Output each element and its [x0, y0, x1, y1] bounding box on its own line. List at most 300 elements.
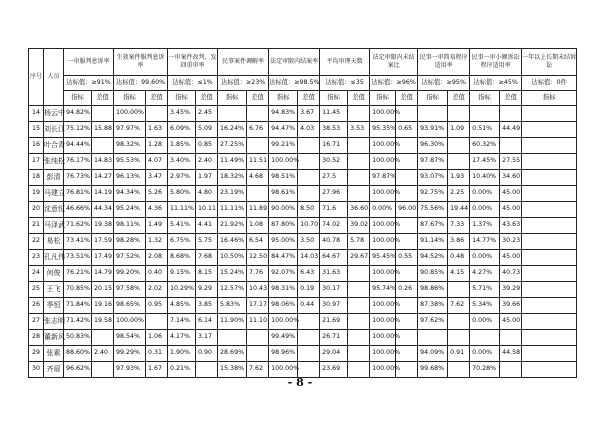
- header-row-standards: [29, 76, 577, 91]
- diff-cell: 17.17: [247, 298, 269, 314]
- diff-cell: 14.27: [92, 170, 114, 186]
- metric-cell: [522, 202, 577, 218]
- diff-cell: [348, 154, 370, 170]
- diff-cell: 11.51: [247, 154, 269, 170]
- metric-cell: 1.90%: [168, 346, 196, 362]
- diff-cell: 6.54: [247, 234, 269, 250]
- diff-cell: 8.15: [196, 266, 218, 282]
- metric-cell: [522, 170, 577, 186]
- metric-cell: 100.00%: [114, 106, 146, 122]
- diff-cell: [247, 138, 269, 154]
- metric-cell: 0.00%: [470, 250, 500, 266]
- group-header: 生效案件服判息诉率: [114, 49, 168, 76]
- standard-cell: 达标值：≥98.5%: [269, 76, 320, 91]
- metric-header: 指标: [168, 91, 196, 106]
- metric-cell: 14.77%: [470, 234, 500, 250]
- diff-cell: [247, 186, 269, 202]
- metric-cell: 87.67%: [418, 218, 448, 234]
- metric-cell: 0.00%: [470, 186, 500, 202]
- diff-cell: [247, 106, 269, 122]
- metric-cell: 97.52%: [114, 250, 146, 266]
- table-row: [29, 218, 577, 234]
- metric-cell: 94.52%: [418, 250, 448, 266]
- diff-cell: [348, 186, 370, 202]
- diff-cell: 3.85: [196, 298, 218, 314]
- person-name: 张志明: [44, 314, 64, 330]
- diff-cell: 4.36: [146, 202, 168, 218]
- diff-cell: 2.40: [196, 154, 218, 170]
- metric-cell: 97.93%: [114, 362, 146, 378]
- diff-cell: 2.25: [448, 186, 470, 202]
- diff-cell: [146, 106, 168, 122]
- diff-header: 差值: [348, 91, 370, 106]
- group-header: 一审案件改判、发回重审率: [168, 49, 218, 76]
- metric-cell: 23.19%: [218, 186, 247, 202]
- diff-cell: 3.50: [298, 234, 320, 250]
- metric-cell: 4.85%: [168, 298, 196, 314]
- table-row: [29, 106, 577, 122]
- metric-cell: 5.71%: [470, 282, 500, 298]
- seq-header: 序号: [29, 49, 44, 106]
- person-name: 董新风: [44, 330, 64, 346]
- diff-cell: [348, 106, 370, 122]
- metric-cell: 74.02: [320, 218, 348, 234]
- metric-cell: 1.85%: [168, 138, 196, 154]
- table-row: [29, 234, 577, 250]
- diff-cell: [348, 170, 370, 186]
- table-row: [29, 154, 577, 170]
- diff-cell: 0.55: [396, 250, 418, 266]
- metric-cell: 71.42%: [64, 314, 92, 330]
- diff-cell: 1.06: [146, 330, 168, 346]
- metric-cell: 6.09%: [168, 122, 196, 138]
- diff-header: 差值: [146, 91, 168, 106]
- diff-cell: 4.03: [298, 122, 320, 138]
- metric-cell: 46.66%: [64, 202, 92, 218]
- metric-cell: 99.20%: [114, 266, 146, 282]
- person-name: 彭清: [44, 170, 64, 186]
- metric-cell: 29.04: [320, 346, 348, 362]
- row-number: 17: [29, 154, 44, 170]
- diff-cell: [298, 154, 320, 170]
- diff-cell: [348, 266, 370, 282]
- diff-cell: 6.43: [298, 266, 320, 282]
- metric-cell: [418, 106, 448, 122]
- metric-cell: [522, 250, 577, 266]
- metric-header: 指标: [64, 91, 92, 106]
- metric-cell: 1.37%: [470, 218, 500, 234]
- metric-cell: 97.87%: [418, 154, 448, 170]
- diff-cell: [348, 298, 370, 314]
- metric-cell: 0.00%: [370, 202, 396, 218]
- metric-cell: 93.07%: [418, 170, 448, 186]
- metric-cell: 87.80%: [269, 218, 298, 234]
- metric-cell: [522, 298, 577, 314]
- person-name: 何俊: [44, 266, 64, 282]
- diff-cell: [348, 314, 370, 330]
- diff-cell: 0.31: [146, 346, 168, 362]
- diff-cell: 10.70: [298, 218, 320, 234]
- diff-cell: 11.10: [247, 314, 269, 330]
- person-name: 叶合青: [44, 138, 64, 154]
- metric-cell: 40.78: [320, 234, 348, 250]
- metric-cell: 0.51%: [470, 122, 500, 138]
- table-row: [29, 138, 577, 154]
- person-name: 张素: [44, 346, 64, 362]
- metric-cell: 92.75%: [418, 186, 448, 202]
- diff-cell: 2.45: [196, 106, 218, 122]
- row-number: 16: [29, 138, 44, 154]
- metric-cell: 94.44%: [64, 138, 92, 154]
- metric-cell: [522, 314, 577, 330]
- diff-cell: 19.58: [92, 314, 114, 330]
- diff-cell: 29.67: [348, 250, 370, 266]
- person-name: 易松: [44, 234, 64, 250]
- metric-cell: 10.50%: [218, 250, 247, 266]
- metric-cell: 95.45%: [370, 250, 396, 266]
- metric-cell: 95.00%: [269, 234, 298, 250]
- person-name: 沈意恒: [44, 202, 64, 218]
- diff-cell: 2.08: [146, 250, 168, 266]
- standard-cell: 达标值：≥96%: [370, 76, 418, 91]
- diff-cell: 4.41: [196, 218, 218, 234]
- table-row: [29, 298, 577, 314]
- metric-cell: 98.54%: [114, 330, 146, 346]
- diff-cell: 5.75: [196, 234, 218, 250]
- metric-cell: 94.09%: [418, 346, 448, 362]
- diff-cell: 4.07: [146, 154, 168, 170]
- person-name: 张纯松: [44, 154, 64, 170]
- person-name: 齐眉: [44, 362, 64, 378]
- table-row: [29, 330, 577, 346]
- metric-cell: 94.82%: [64, 106, 92, 122]
- metric-cell: 97.87%: [370, 170, 396, 186]
- diff-cell: [448, 138, 470, 154]
- diff-cell: [448, 330, 470, 346]
- metric-cell: 98.06%: [269, 298, 298, 314]
- group-header: 一审服判息诉率: [64, 49, 114, 76]
- diff-cell: 5.26: [146, 186, 168, 202]
- diff-cell: 7.62: [448, 298, 470, 314]
- metric-cell: 8.68%: [168, 250, 196, 266]
- metric-cell: 3.45%: [168, 106, 196, 122]
- table-row: [29, 170, 577, 186]
- metric-cell: 73.41%: [64, 234, 92, 250]
- metric-cell: 98.51%: [269, 170, 298, 186]
- person-name: 孔凡伟: [44, 250, 64, 266]
- metric-cell: 38.53: [320, 122, 348, 138]
- diff-cell: 0.95: [146, 298, 168, 314]
- metric-cell: 10.29%: [168, 282, 196, 298]
- metric-cell: 71.6: [320, 202, 348, 218]
- diff-cell: 4.80: [196, 186, 218, 202]
- diff-cell: [298, 186, 320, 202]
- diff-cell: [92, 138, 114, 154]
- metric-cell: 100.00%: [370, 330, 396, 346]
- diff-cell: 11.89: [247, 202, 269, 218]
- metric-cell: [522, 234, 577, 250]
- standard-cell: 达标值：≤35: [320, 76, 370, 91]
- header-row-groups: [29, 49, 577, 76]
- metric-cell: 60.32%: [470, 138, 500, 154]
- diff-cell: 5.78: [348, 234, 370, 250]
- metric-cell: 94.34%: [114, 186, 146, 202]
- metric-cell: 30.17: [320, 282, 348, 298]
- row-number: 18: [29, 170, 44, 186]
- metric-cell: 100.00%: [269, 154, 298, 170]
- diff-cell: 1.97: [196, 170, 218, 186]
- table-row: [29, 202, 577, 218]
- row-number: 25: [29, 282, 44, 298]
- metric-cell: 100.00%: [370, 346, 396, 362]
- metric-cell: 98.11%: [114, 218, 146, 234]
- metric-cell: [470, 106, 500, 122]
- diff-cell: 3.17: [196, 330, 218, 346]
- person-name: 马泽武: [44, 218, 64, 234]
- diff-cell: [298, 170, 320, 186]
- metric-cell: 5.41%: [168, 218, 196, 234]
- metric-cell: 76.17%: [64, 154, 92, 170]
- row-number: 22: [29, 234, 44, 250]
- metric-cell: 96.62%: [64, 362, 92, 378]
- diff-cell: 14.83: [92, 154, 114, 170]
- diff-header: 差值: [396, 91, 418, 106]
- diff-cell: 17.49: [92, 250, 114, 266]
- metric-cell: 15.38%: [218, 362, 247, 378]
- metric-cell: 98.61%: [269, 186, 298, 202]
- metric-cell: 96.13%: [114, 170, 146, 186]
- table-row: [29, 250, 577, 266]
- metric-cell: 95.74%: [370, 282, 396, 298]
- diff-cell: [348, 282, 370, 298]
- diff-cell: 34.60: [500, 170, 522, 186]
- person-name: 杨云中: [44, 106, 64, 122]
- diff-cell: 44.34: [92, 202, 114, 218]
- diff-cell: 36.60: [348, 202, 370, 218]
- metric-cell: 93.91%: [418, 122, 448, 138]
- diff-cell: 0.19: [298, 282, 320, 298]
- diff-cell: 10.11: [196, 202, 218, 218]
- table-row: [29, 314, 577, 330]
- metric-cell: 99.29%: [114, 346, 146, 362]
- metric-cell: 10.40%: [470, 170, 500, 186]
- diff-header: 差值: [247, 91, 269, 106]
- diff-cell: [92, 106, 114, 122]
- metric-cell: 97.62%: [418, 314, 448, 330]
- person-name: 刘长江: [44, 122, 64, 138]
- metric-cell: 50.83%: [64, 330, 92, 346]
- metric-cell: 90.85%: [418, 266, 448, 282]
- diff-cell: 2.02: [146, 282, 168, 298]
- metric-cell: 99.68%: [418, 362, 448, 378]
- metric-header: 指标: [269, 91, 298, 106]
- metric-header: 指标: [470, 91, 500, 106]
- metric-cell: 27.96: [320, 186, 348, 202]
- row-number: 28: [29, 330, 44, 346]
- diff-cell: 1.09: [448, 122, 470, 138]
- diff-cell: 20.15: [92, 282, 114, 298]
- metric-cell: 71.84%: [64, 298, 92, 314]
- metric-cell: 16.24%: [218, 122, 247, 138]
- metric-cell: 5.80%: [168, 186, 196, 202]
- metric-cell: [522, 346, 577, 362]
- row-number: 23: [29, 250, 44, 266]
- diff-cell: 45.00: [500, 186, 522, 202]
- row-number: 24: [29, 266, 44, 282]
- metric-cell: 0.00%: [470, 314, 500, 330]
- metric-cell: 23.69: [320, 362, 348, 378]
- metric-cell: [522, 266, 577, 282]
- header-row-metric: [29, 91, 577, 106]
- diff-cell: 0.26: [396, 282, 418, 298]
- diff-cell: [247, 346, 269, 362]
- page-number: - 8 -: [287, 376, 313, 389]
- statistics-table: [28, 48, 577, 378]
- standard-cell: 达标值：≥45%: [470, 76, 522, 91]
- metric-header: 指标: [418, 91, 448, 106]
- diff-cell: [298, 346, 320, 362]
- standard-cell: 达标值：≤1%: [168, 76, 218, 91]
- metric-cell: 95.53%: [114, 154, 146, 170]
- diff-cell: 44.58: [500, 346, 522, 362]
- diff-cell: [500, 330, 522, 346]
- diff-cell: 39.29: [500, 282, 522, 298]
- diff-cell: 45.00: [500, 250, 522, 266]
- diff-cell: 30.23: [500, 234, 522, 250]
- row-number: 15: [29, 122, 44, 138]
- diff-cell: [448, 154, 470, 170]
- person-header: 人员: [44, 49, 64, 106]
- diff-cell: 1.63: [146, 122, 168, 138]
- metric-header: 指标: [370, 91, 396, 106]
- diff-cell: 14.19: [92, 186, 114, 202]
- metric-cell: 70.28%: [470, 362, 500, 378]
- diff-cell: 4.15: [448, 266, 470, 282]
- metric-cell: 11.49%: [218, 154, 247, 170]
- metric-cell: 88.60%: [64, 346, 92, 362]
- diff-cell: 1.32: [146, 234, 168, 250]
- metric-cell: 21.92%: [218, 218, 247, 234]
- metric-cell: 75.12%: [64, 122, 92, 138]
- diff-cell: 40.73: [500, 266, 522, 282]
- metric-cell: 84.47%: [269, 250, 298, 266]
- diff-cell: 0.65: [396, 122, 418, 138]
- diff-cell: 15.88: [92, 122, 114, 138]
- metric-header: 指标: [522, 91, 577, 106]
- diff-cell: 9.29: [196, 282, 218, 298]
- metric-cell: 100.00%: [370, 362, 396, 378]
- metric-cell: 17.45%: [470, 154, 500, 170]
- metric-cell: 100.00%: [370, 314, 396, 330]
- metric-cell: 16.71: [320, 138, 348, 154]
- diff-cell: 45.00: [500, 202, 522, 218]
- metric-cell: [218, 106, 247, 122]
- metric-cell: [522, 218, 577, 234]
- person-name: 王飞: [44, 282, 64, 298]
- metric-cell: 76.81%: [64, 186, 92, 202]
- row-number: 26: [29, 298, 44, 314]
- diff-cell: [348, 346, 370, 362]
- row-number: 21: [29, 218, 44, 234]
- metric-cell: 100.00%: [269, 314, 298, 330]
- diff-cell: [448, 106, 470, 122]
- row-number: 14: [29, 106, 44, 122]
- metric-cell: [522, 154, 577, 170]
- row-number: 27: [29, 314, 44, 330]
- metric-cell: 71.62%: [64, 218, 92, 234]
- table-row: [29, 122, 577, 138]
- metric-cell: 7.14%: [168, 314, 196, 330]
- group-header: 民事一审小额诉讼程序适用率: [470, 49, 522, 76]
- diff-cell: 1.93: [448, 170, 470, 186]
- table-row: [29, 282, 577, 298]
- metric-cell: 75.56%: [418, 202, 448, 218]
- metric-cell: 27.25%: [218, 138, 247, 154]
- metric-cell: 100.00%: [370, 298, 396, 314]
- table-row: [29, 266, 577, 282]
- metric-cell: 16.46%: [218, 234, 247, 250]
- diff-cell: 27.55: [500, 154, 522, 170]
- person-name: 马建立: [44, 186, 64, 202]
- diff-cell: 7.33: [448, 218, 470, 234]
- metric-cell: [522, 330, 577, 346]
- diff-cell: [448, 282, 470, 298]
- row-number: 19: [29, 186, 44, 202]
- metric-cell: 87.38%: [418, 298, 448, 314]
- metric-cell: 11.11%: [168, 202, 196, 218]
- metric-cell: 12.57%: [218, 282, 247, 298]
- metric-cell: 3.40%: [168, 154, 196, 170]
- metric-cell: 2.97%: [168, 170, 196, 186]
- metric-cell: [522, 186, 577, 202]
- diff-cell: 7.76: [247, 266, 269, 282]
- diff-cell: [448, 314, 470, 330]
- diff-cell: 5.09: [196, 122, 218, 138]
- metric-cell: 11.90%: [218, 314, 247, 330]
- standard-cell: 达标值：99.60%: [114, 76, 168, 91]
- diff-header: 差值: [448, 91, 470, 106]
- diff-cell: [396, 170, 418, 186]
- metric-cell: 21.69: [320, 314, 348, 330]
- diff-cell: [500, 138, 522, 154]
- diff-cell: 19.38: [92, 218, 114, 234]
- diff-cell: 14.79: [92, 266, 114, 282]
- diff-cell: [348, 138, 370, 154]
- row-number: 29: [29, 346, 44, 362]
- diff-cell: 1.28: [146, 138, 168, 154]
- standard-cell: 达标值：0件: [522, 76, 577, 91]
- diff-header: 差值: [500, 91, 522, 106]
- group-header: 一年以上长期未结诉讼: [522, 49, 577, 76]
- metric-header: 指标: [218, 91, 247, 106]
- metric-cell: 98.32%: [114, 138, 146, 154]
- metric-cell: 96.30%: [418, 138, 448, 154]
- metric-cell: 76.21%: [64, 266, 92, 282]
- metric-cell: [418, 330, 448, 346]
- metric-cell: 4.17%: [168, 330, 196, 346]
- metric-cell: 18.32%: [218, 170, 247, 186]
- diff-cell: 0.85: [196, 138, 218, 154]
- group-header: 平均审理天数: [320, 49, 370, 76]
- diff-cell: 0.44: [298, 298, 320, 314]
- metric-cell: [522, 282, 577, 298]
- row-number: 20: [29, 202, 44, 218]
- metric-cell: 70.85%: [64, 282, 92, 298]
- diff-cell: 44.49: [500, 122, 522, 138]
- diff-cell: 6.76: [247, 122, 269, 138]
- metric-cell: [470, 330, 500, 346]
- metric-cell: 98.65%: [114, 298, 146, 314]
